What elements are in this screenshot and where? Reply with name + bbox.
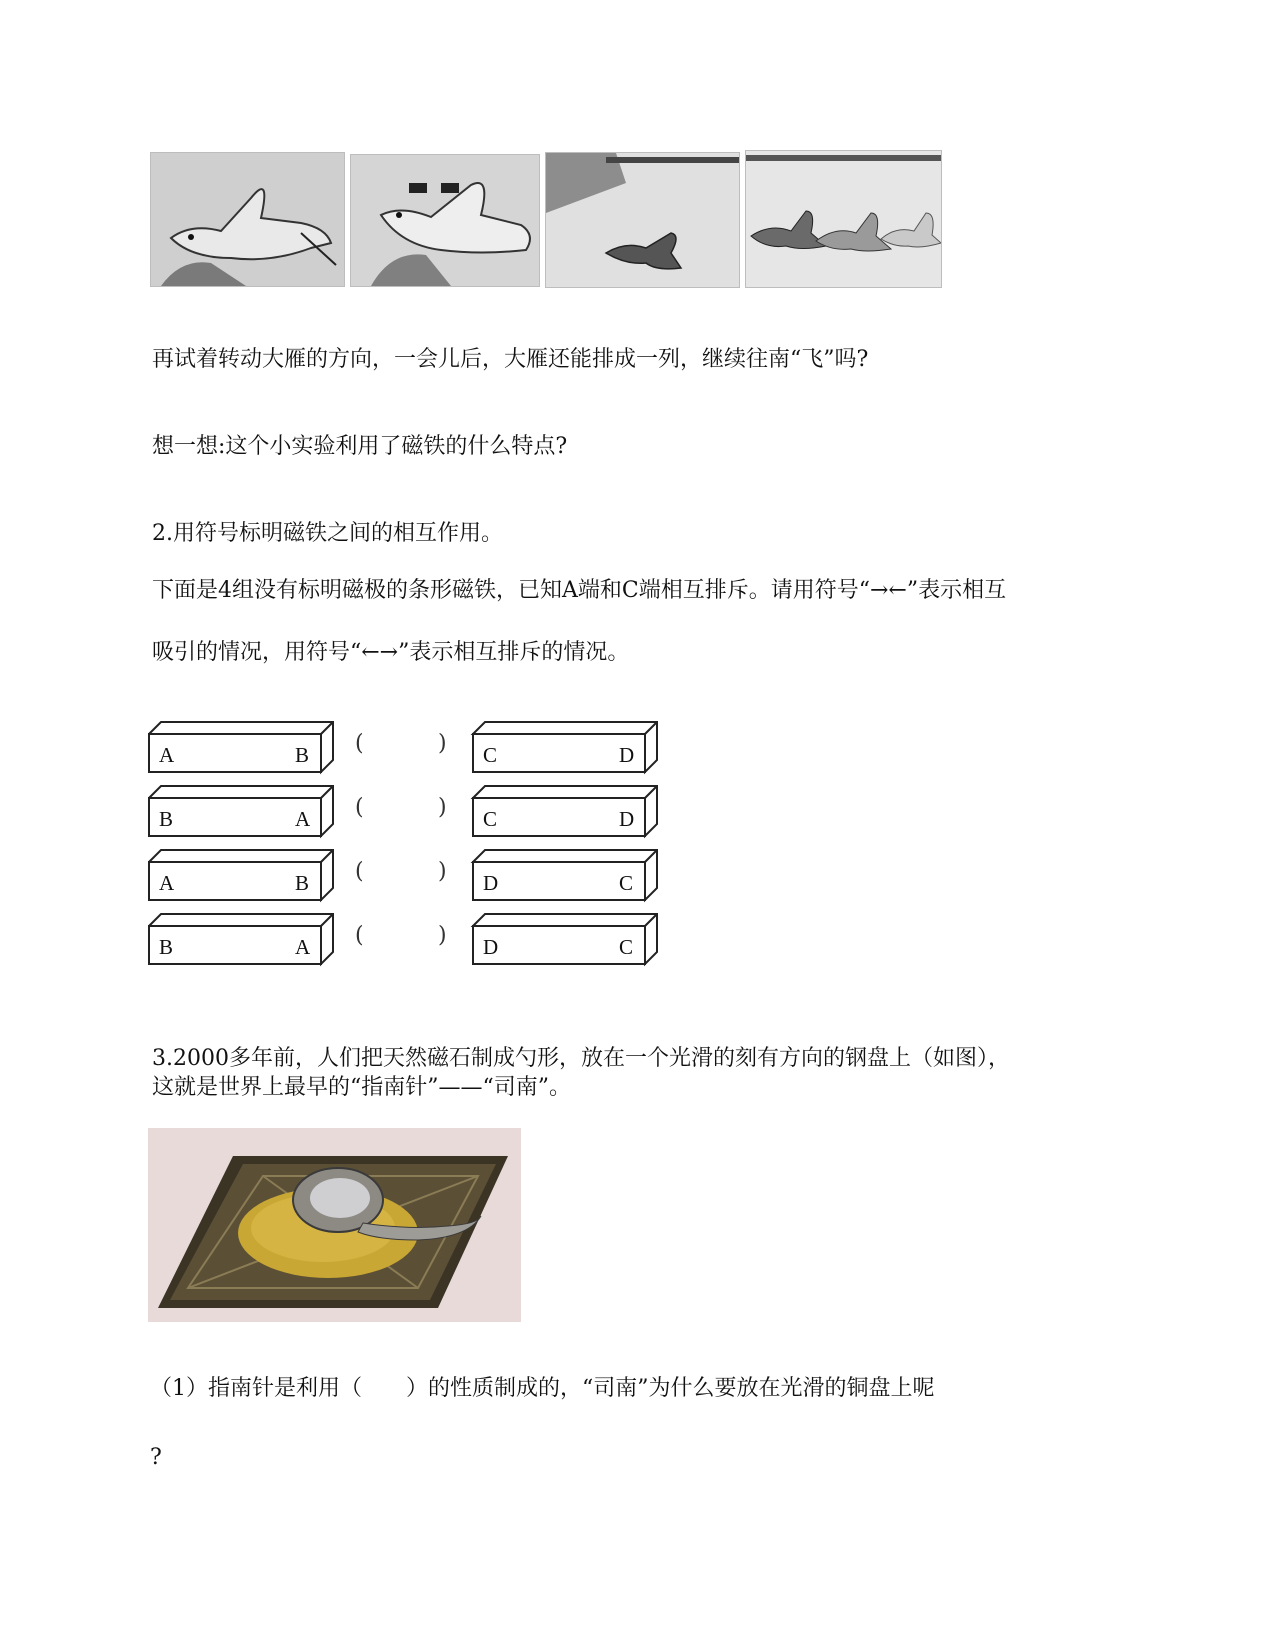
question-2-description-line-1: 下面是4组没有标明磁极的条形磁铁，已知A端和C端相互排斥。请用符号“→←”表示相互 bbox=[152, 578, 1007, 603]
magnet-pole-label: B bbox=[159, 807, 174, 831]
goose-cutout-photo-2 bbox=[350, 154, 540, 287]
magnet-pole-label: A bbox=[295, 807, 311, 831]
answer-paren-close: ) bbox=[438, 731, 447, 756]
magnet-pole-label: C bbox=[619, 935, 634, 959]
magnet-pole-label: D bbox=[483, 935, 499, 959]
answer-paren-open: ( bbox=[355, 731, 364, 756]
answer-paren-open: ( bbox=[355, 795, 364, 820]
magnet-pole-label: B bbox=[159, 935, 174, 959]
question-3-sub-1: （1）指南针是利用（ ）的性质制成的，“司南”为什么要放在光滑的铜盘上呢 bbox=[150, 1376, 935, 1401]
goose-cutout-photo-1 bbox=[150, 152, 345, 287]
magnet-pole-label: B bbox=[295, 743, 310, 767]
goose-cutout-photo-3 bbox=[545, 152, 740, 288]
magnet-pole-label: A bbox=[159, 871, 175, 895]
magnet-pole-label: A bbox=[159, 743, 175, 767]
question-2-description-line-2: 吸引的情况，用符号“←→”表示相互排斥的情况。 bbox=[152, 640, 630, 665]
magnet-pole-label: D bbox=[483, 871, 499, 895]
magnet-pole-label: B bbox=[295, 871, 310, 895]
right-bar-magnet bbox=[473, 914, 657, 964]
left-bar-magnet bbox=[149, 786, 333, 836]
left-bar-magnet bbox=[149, 850, 333, 900]
answer-paren-close: ) bbox=[438, 859, 447, 884]
left-bar-magnet bbox=[149, 914, 333, 964]
goose-cutout-photo-4 bbox=[745, 150, 942, 288]
question-3-sub-1-end: ? bbox=[150, 1445, 162, 1470]
magnet-row bbox=[149, 786, 657, 836]
question-1-line-1: 再试着转动大雁的方向，一会儿后，大雁还能排成一列，继续往南“飞”吗? bbox=[152, 347, 869, 372]
magnet-diagram bbox=[148, 720, 688, 982]
right-bar-magnet bbox=[473, 786, 657, 836]
magnet-pole-label: C bbox=[483, 743, 498, 767]
question-2-title: 2.用符号标明磁铁之间的相互作用。 bbox=[152, 521, 503, 546]
magnet-row bbox=[149, 914, 657, 964]
magnet-pole-label: C bbox=[619, 871, 634, 895]
answer-paren-open: ( bbox=[355, 923, 364, 948]
question-1-line-2: 想一想:这个小实验利用了磁铁的什么特点? bbox=[152, 434, 568, 459]
magnet-row bbox=[149, 850, 657, 900]
answer-paren-close: ) bbox=[438, 795, 447, 820]
sinan-compass-photo bbox=[148, 1128, 521, 1322]
magnet-row bbox=[149, 722, 657, 772]
magnet-pole-label: D bbox=[619, 743, 635, 767]
magnet-pole-label: D bbox=[619, 807, 635, 831]
answer-paren-open: ( bbox=[355, 859, 364, 884]
right-bar-magnet bbox=[473, 722, 657, 772]
question-3-line-1: 3.2000多年前，人们把天然磁石制成勺形，放在一个光滑的刻有方向的钢盘上（如图）， bbox=[152, 1046, 1010, 1071]
magnet-pole-label: A bbox=[295, 935, 311, 959]
question-3-line-2: 这就是世界上最早的“指南针”——“司南”。 bbox=[152, 1075, 571, 1100]
right-bar-magnet bbox=[473, 850, 657, 900]
left-bar-magnet bbox=[149, 722, 333, 772]
answer-paren-close: ) bbox=[438, 923, 447, 948]
magnet-pole-label: C bbox=[483, 807, 498, 831]
